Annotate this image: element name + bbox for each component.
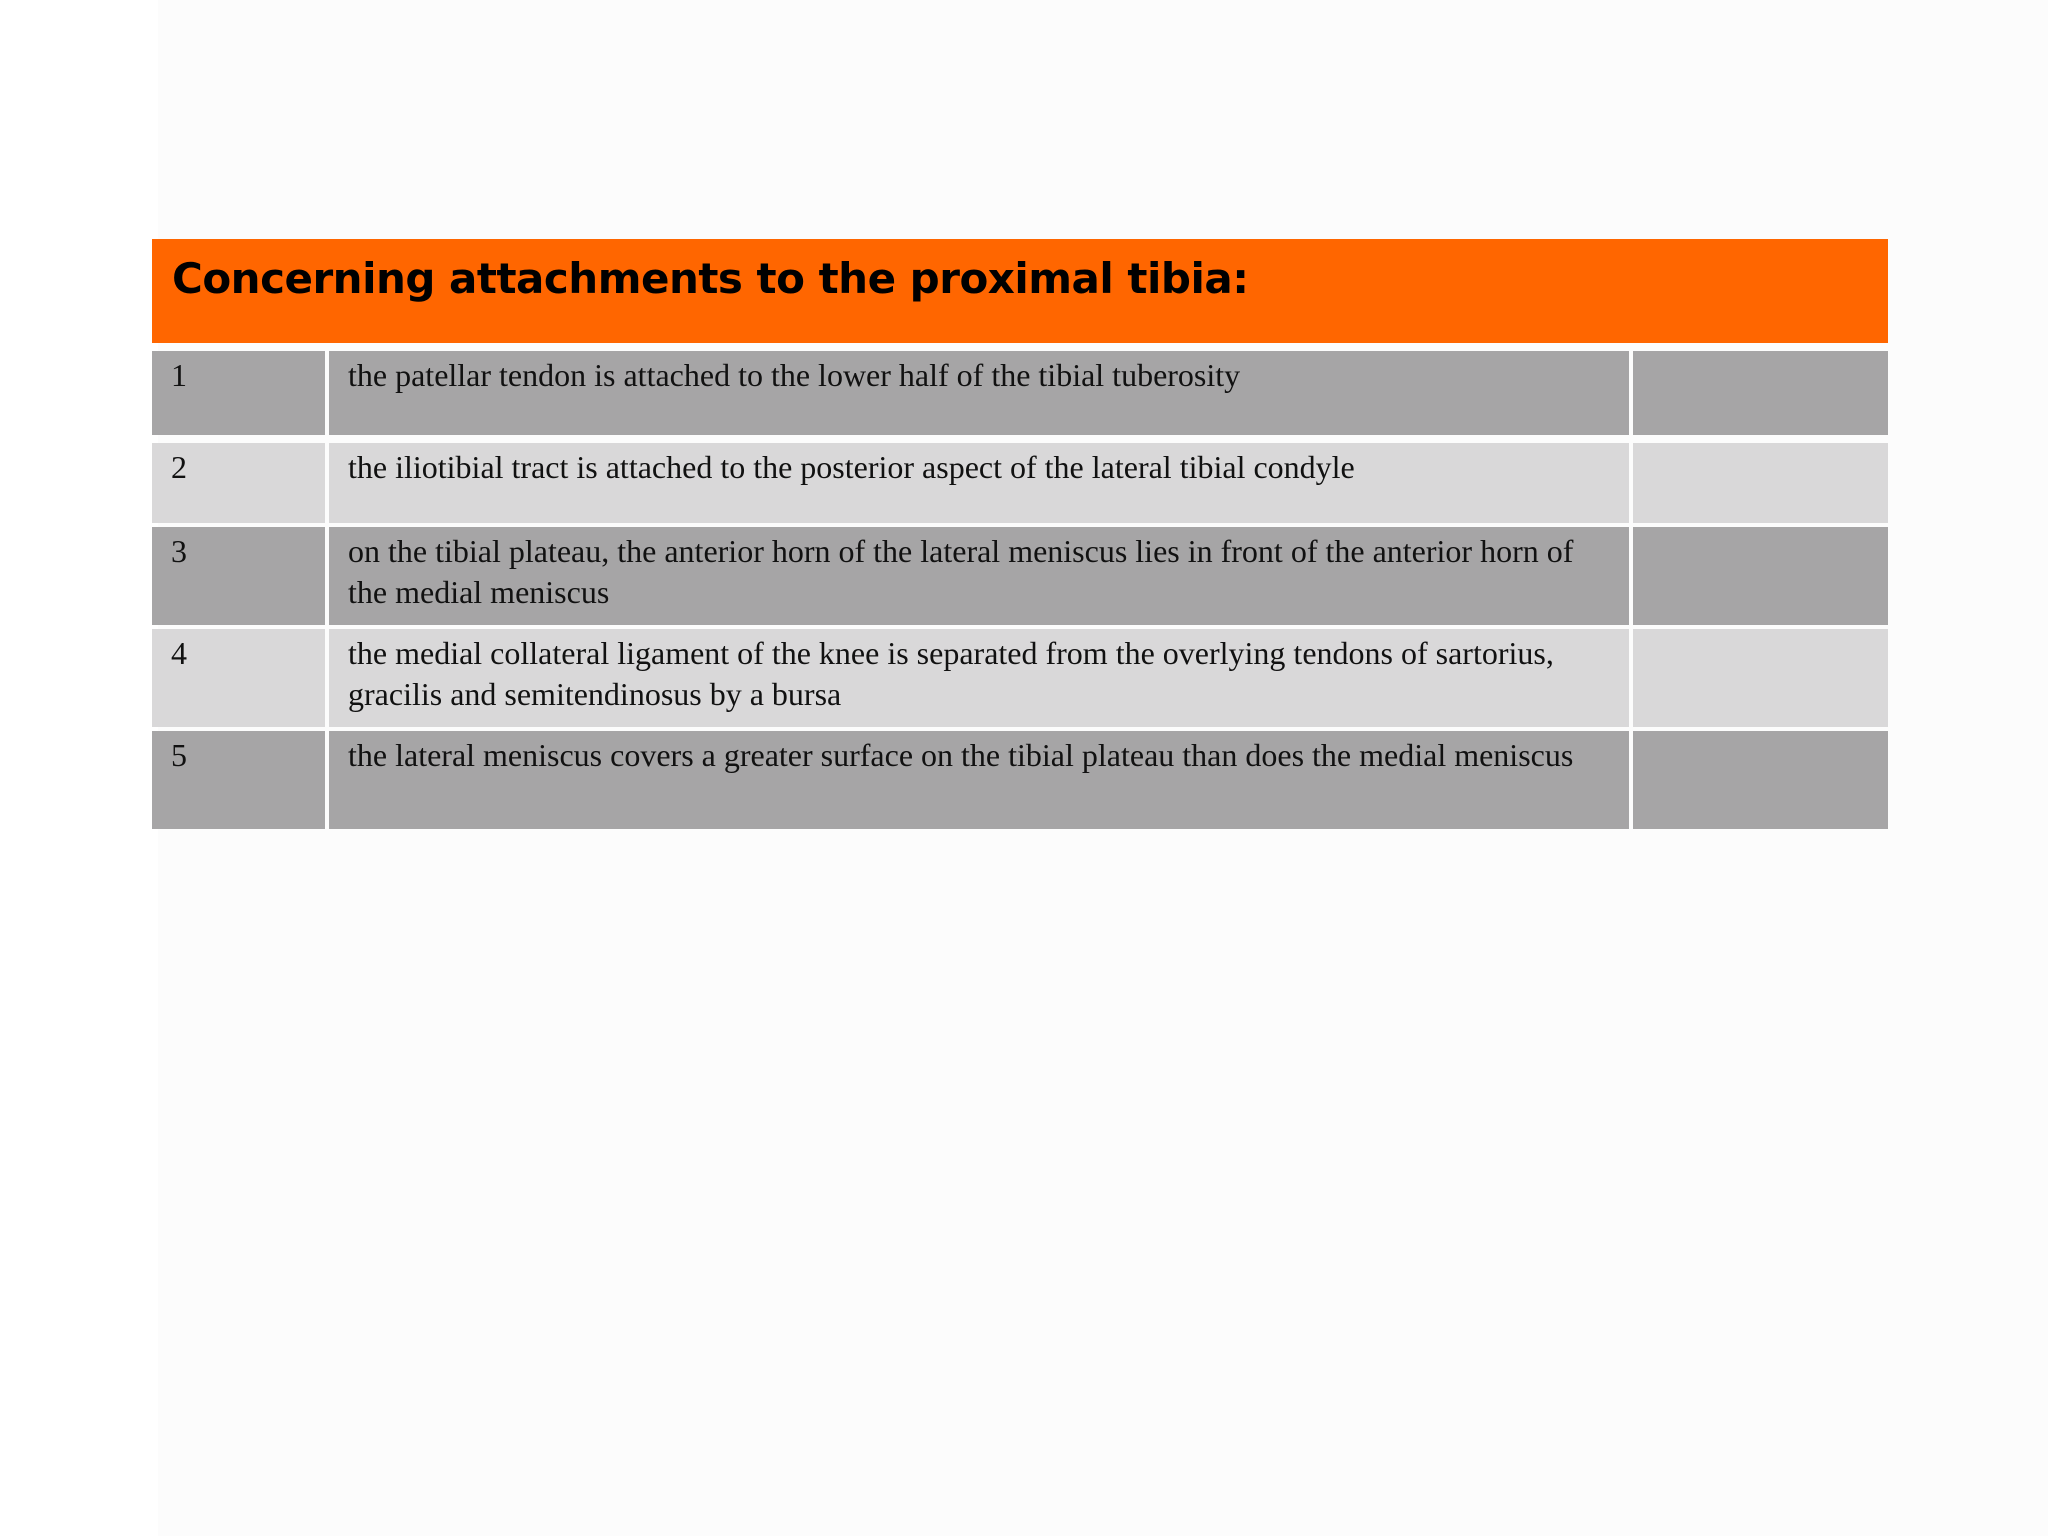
answer-cell[interactable] (1633, 629, 1888, 727)
statement-row-5 (152, 731, 1888, 829)
answer-cell[interactable] (1633, 351, 1888, 435)
statement-row-4 (152, 629, 1888, 727)
statement-row-1 (152, 351, 1888, 435)
statement-number: 2 (152, 443, 325, 523)
statement-text: on the tibial plateau, the anterior horn of the lateral meniscus lies in front of the anterior horn of the medial meniscus (329, 527, 1629, 625)
statement-number: 1 (152, 351, 325, 435)
answer-cell[interactable] (1633, 731, 1888, 829)
statement-row-2 (152, 443, 1888, 523)
answer-cell[interactable] (1633, 443, 1888, 523)
statement-list (152, 351, 1888, 829)
question-title: Concerning attachments to the proximal tibia: (172, 254, 1249, 303)
statement-text: the lateral meniscus covers a greater surface on the tibial plateau than does the medial meniscus (329, 731, 1629, 829)
statement-text: the medial collateral ligament of the knee is separated from the overlying tendons of sartorius, gracilis and semitendinosus by a bursa (329, 629, 1629, 727)
statement-text: the iliotibial tract is attached to the posterior aspect of the lateral tibial condyle (329, 443, 1629, 523)
statement-number: 3 (152, 527, 325, 625)
statement-row-3 (152, 527, 1888, 625)
question-table (152, 239, 1888, 829)
statement-number: 4 (152, 629, 325, 727)
statement-number: 5 (152, 731, 325, 829)
question-header (152, 239, 1888, 343)
answer-cell[interactable] (1633, 527, 1888, 625)
statement-text: the patellar tendon is attached to the lower half of the tibial tuberosity (329, 351, 1629, 435)
